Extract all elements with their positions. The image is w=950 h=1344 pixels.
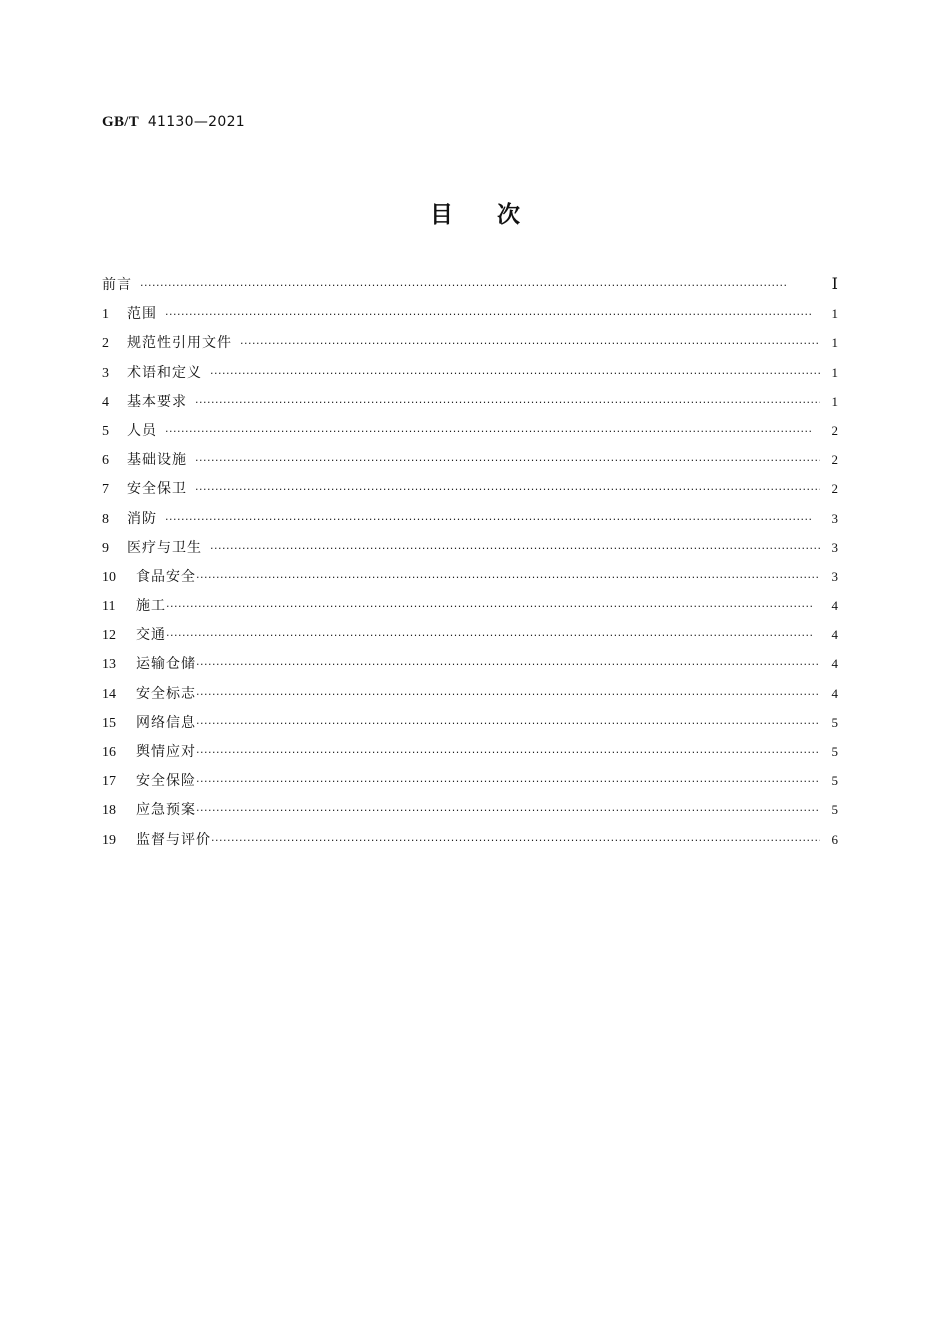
standard-header — [102, 114, 245, 131]
toc-leader — [165, 417, 820, 446]
toc-label: 范围 — [127, 306, 157, 323]
toc-row[interactable] — [102, 299, 838, 328]
toc-leader — [166, 621, 820, 650]
table-of-contents — [102, 270, 838, 854]
toc-number: 9 — [102, 540, 109, 556]
toc-number: 1 — [102, 307, 109, 323]
toc-number: 10 — [102, 569, 116, 585]
toc-row[interactable] — [102, 737, 838, 766]
toc-number: 17 — [102, 774, 116, 790]
toc-label: 施工 — [136, 598, 166, 615]
toc-row[interactable] — [102, 620, 838, 649]
toc-label: 运输仓储 — [136, 656, 196, 673]
toc-row[interactable] — [102, 649, 838, 678]
toc-page: 4 — [831, 656, 838, 672]
toc-leader — [165, 300, 820, 329]
toc-number: 11 — [102, 599, 116, 615]
toc-leader — [196, 709, 820, 738]
toc-page: 5 — [831, 802, 838, 818]
toc-page: 1 — [831, 335, 838, 351]
toc-label: 安全标志 — [136, 685, 196, 702]
toc-row[interactable] — [102, 416, 838, 445]
toc-number: 18 — [102, 803, 116, 819]
toc-number: 19 — [102, 832, 116, 848]
toc-label: 舆情应对 — [136, 744, 196, 760]
toc-page: 5 — [831, 773, 838, 789]
toc-label: 基本要求 — [127, 393, 187, 410]
toc-label: 规范性引用文件 — [127, 335, 232, 352]
toc-page: 3 — [831, 568, 838, 584]
toc-leader — [211, 826, 820, 855]
standard-number: 41130—2021 — [147, 114, 245, 130]
toc-leader — [166, 592, 820, 621]
toc-leader — [195, 388, 820, 417]
toc-leader — [196, 796, 820, 825]
toc-label: 前言 — [102, 277, 132, 293]
toc-leader — [196, 738, 820, 767]
toc-leader — [196, 650, 820, 679]
toc-row[interactable] — [102, 562, 838, 591]
toc-page: Ⅰ — [831, 276, 838, 293]
toc-leader — [165, 505, 820, 534]
toc-label: 术语和定义 — [127, 364, 202, 381]
toc-number: 12 — [102, 628, 116, 644]
toc-row[interactable] — [102, 387, 838, 416]
toc-label: 安全保卫 — [127, 481, 187, 498]
toc-row[interactable] — [102, 708, 838, 737]
toc-leader — [195, 475, 820, 504]
toc-label: 消防 — [127, 510, 157, 527]
toc-number: 6 — [102, 453, 109, 469]
toc-number: 7 — [102, 482, 109, 498]
page-title: 目次 — [430, 202, 564, 228]
toc-row[interactable] — [102, 533, 838, 562]
toc-number: 15 — [102, 715, 116, 731]
toc-page: 6 — [831, 831, 838, 847]
toc-page: 4 — [831, 627, 838, 643]
toc-number: 14 — [102, 686, 116, 702]
toc-leader — [195, 446, 820, 475]
toc-row[interactable] — [102, 328, 838, 357]
toc-row[interactable] — [102, 679, 838, 708]
toc-number: 8 — [102, 511, 109, 527]
toc-page: 1 — [831, 393, 838, 409]
toc-number: 2 — [102, 336, 109, 352]
toc-label: 网络信息 — [136, 714, 196, 731]
toc-row[interactable] — [102, 504, 838, 533]
toc-row[interactable] — [102, 445, 838, 474]
toc-page: 2 — [831, 481, 838, 497]
toc-leader — [210, 359, 820, 388]
toc-number: 3 — [102, 365, 109, 381]
toc-label: 人员 — [127, 422, 157, 439]
toc-page: 3 — [831, 539, 838, 555]
toc-leader — [210, 534, 820, 563]
toc-label: 食品安全 — [136, 568, 196, 585]
toc-page: 2 — [831, 452, 838, 468]
toc-page: 4 — [831, 598, 838, 614]
toc-number: 13 — [102, 657, 116, 673]
toc-label: 应急预案 — [136, 802, 196, 819]
toc-row[interactable] — [102, 766, 838, 795]
toc-row[interactable] — [102, 825, 838, 854]
toc-row-foreword[interactable] — [102, 270, 838, 299]
toc-leader — [240, 329, 820, 358]
toc-page: 1 — [831, 364, 838, 380]
toc-label: 交通 — [136, 627, 166, 644]
toc-leader — [196, 563, 820, 592]
toc-row[interactable] — [102, 795, 838, 824]
toc-label: 医疗与卫生 — [127, 539, 202, 556]
standard-code: GB/T — [102, 114, 140, 130]
toc-page: 3 — [831, 510, 838, 526]
toc-label: 安全保险 — [136, 773, 196, 790]
toc-leader — [196, 680, 820, 709]
toc-row[interactable] — [102, 591, 838, 620]
toc-page: 5 — [831, 744, 838, 759]
toc-row[interactable] — [102, 358, 838, 387]
toc-label: 基础设施 — [127, 452, 187, 469]
toc-page: 1 — [831, 306, 838, 322]
toc-page: 5 — [831, 714, 838, 730]
toc-row[interactable] — [102, 474, 838, 503]
toc-page: 2 — [831, 422, 838, 438]
toc-leader — [140, 271, 820, 300]
toc-number: 4 — [102, 394, 109, 410]
toc-number: 16 — [102, 745, 116, 760]
toc-leader — [196, 767, 820, 796]
toc-number: 5 — [102, 423, 109, 439]
toc-label: 监督与评价 — [136, 831, 211, 848]
toc-page: 4 — [831, 685, 838, 701]
